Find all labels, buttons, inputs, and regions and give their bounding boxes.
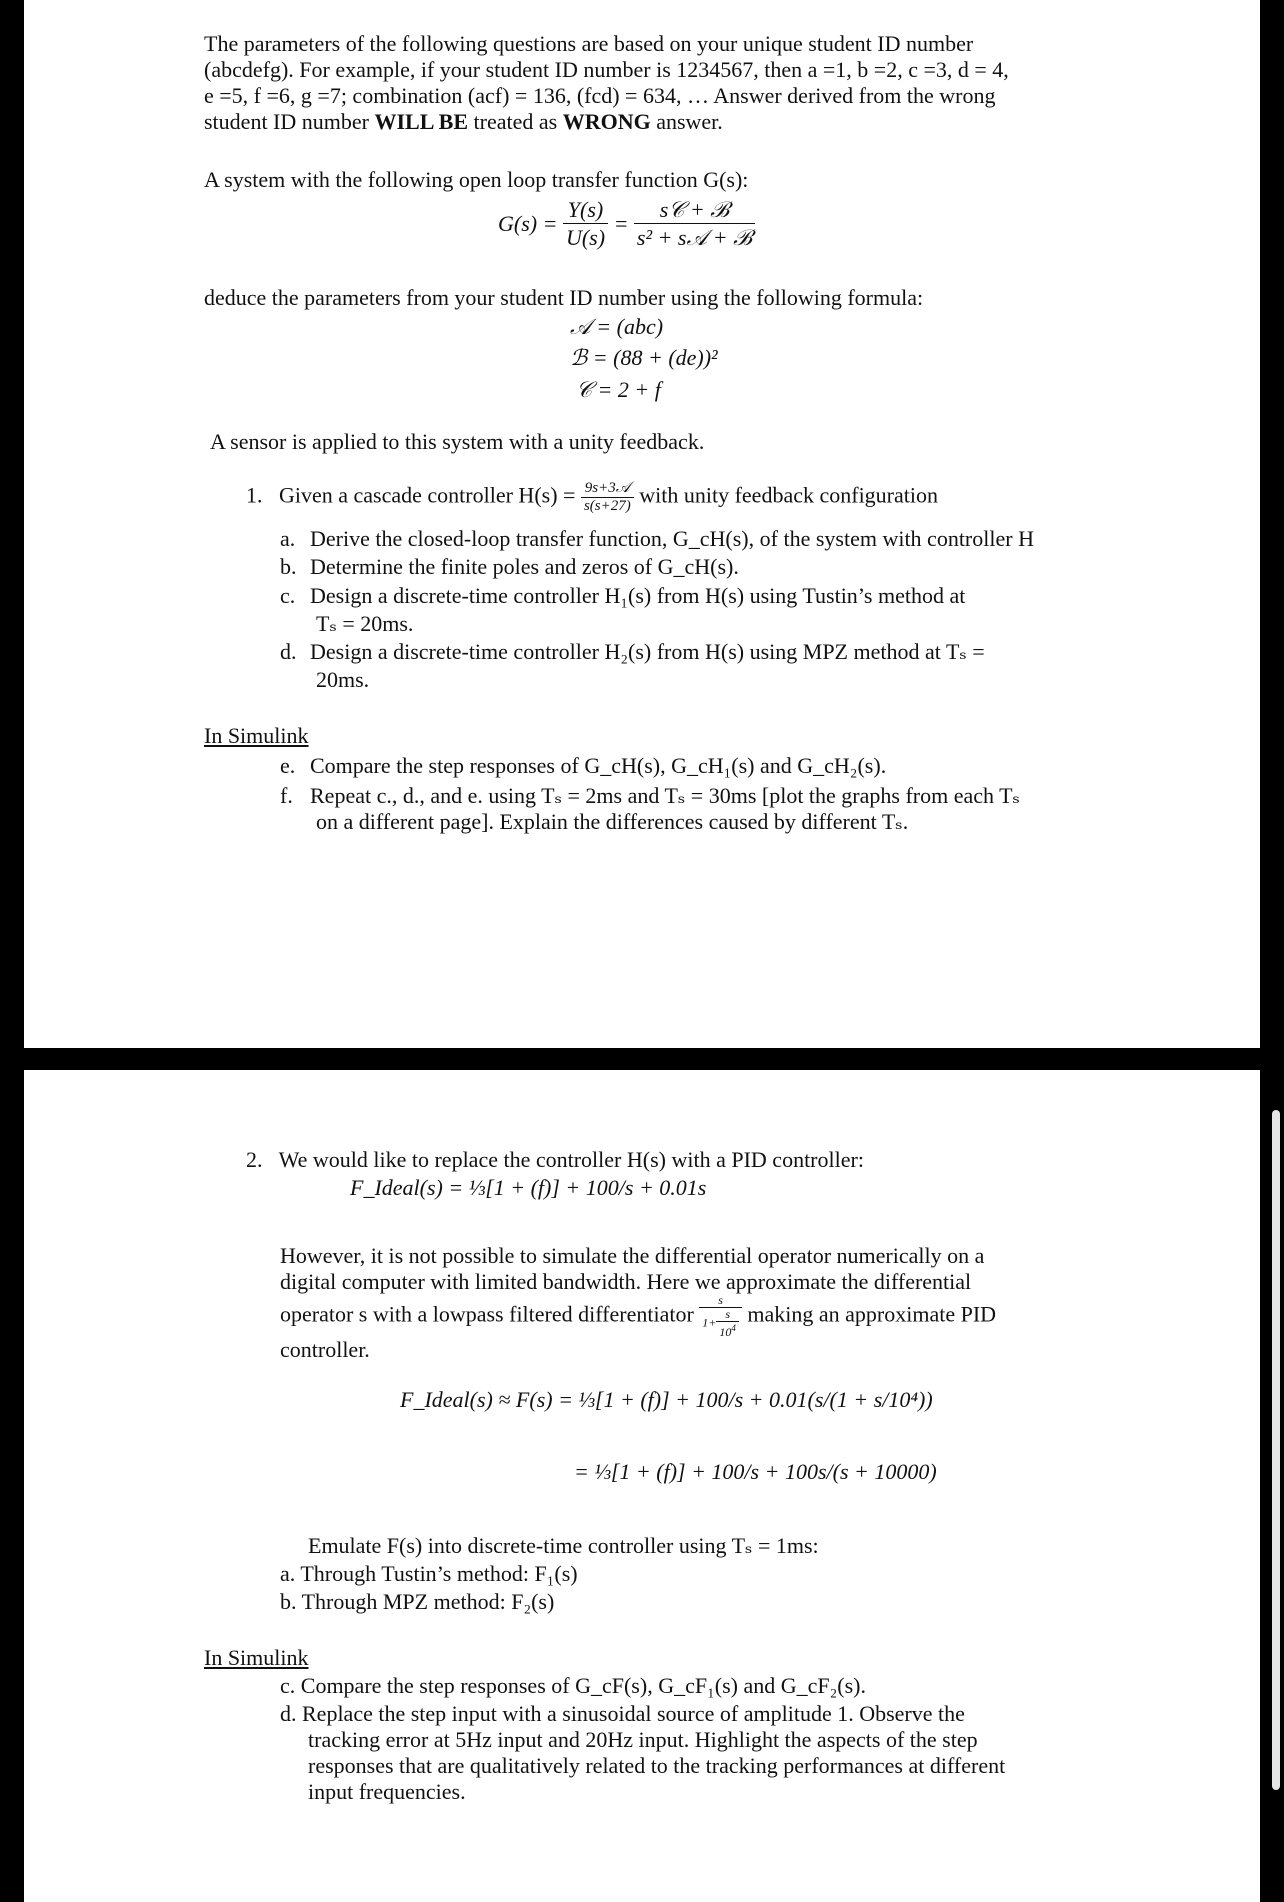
document-page-1 — [24, 0, 1260, 1048]
pid-approx-equation-1: F_Ideal(s) ≈ F(s) = ⅓[1 + (f)] + 100/s + 0.01(s/(1 + s/10⁴)) — [400, 1387, 933, 1412]
pid-ideal-equation: F_Ideal(s) = ⅓[1 + (f)] + 100/s + 0.01s — [350, 1175, 707, 1200]
question-number: 2. — [246, 1147, 263, 1172]
q2-item-c: c. Compare the step responses of G_cF(s), G_cF₁(s) and G_cF₂(s). — [280, 1673, 866, 1698]
eq-equals: = — [613, 211, 629, 236]
q2-para-line-1: However, it is not possible to simulate the differential operator numerically on a — [280, 1243, 985, 1268]
eq-num: Y(s) — [563, 196, 608, 224]
item-text: Design a discrete-time controller H₁(s) from H(s) using Tustin’s method at — [310, 583, 966, 608]
deduce-text: deduce the parameters from your student ID number using the following formula: — [204, 285, 924, 310]
question-1-header — [246, 480, 938, 515]
lowpass-differentiator-fraction: s 1+ $\frac{s}{10^4}$ — [699, 1294, 742, 1339]
eq-den: s² + s𝒜 + ℬ — [636, 225, 752, 250]
q1-item-c-cont: Tₛ = 20ms. — [316, 611, 414, 636]
item-label: b. — [280, 554, 297, 579]
intro-line-2: (abcdefg). For example, if your student ID number is 1234567, then a =1, b =2, c =3, d = 4, — [204, 57, 1009, 82]
q2-text: making an approximate PID — [747, 1301, 997, 1327]
question-number: 1. — [246, 482, 263, 508]
item-label: e. — [280, 753, 296, 778]
document-page-2 — [24, 1070, 1260, 1902]
eq-den: U(s) — [565, 225, 606, 250]
q2-item-d-line-2: tracking error at 5Hz input and 20Hz input. Highlight the aspects of the step — [308, 1727, 978, 1752]
q1-item-b — [280, 553, 739, 580]
intro-line-3: e =5, f =6, g =7; combination (acf) = 136, (fcd) = 634, … Answer derived from the wrong — [204, 83, 996, 108]
item-text: Compare the step responses of G_cH(s), G_cH₁(s) and G_cH₂(s). — [310, 753, 887, 778]
formula-c: 𝒞 = 2 + f — [576, 377, 661, 402]
system-description: A system with the following open loop transfer function G(s): — [204, 167, 749, 192]
q1-item-c — [280, 582, 965, 609]
formula-a: 𝒜 = (abc) — [570, 314, 664, 339]
emulate-text: Emulate F(s) into discrete-time controller using Tₛ = 1ms: — [308, 1533, 819, 1558]
intro-text: student ID number — [204, 109, 375, 134]
vertical-scrollbar[interactable] — [1272, 1110, 1280, 1790]
h-num: 9s+3𝒜 — [581, 480, 634, 498]
item-text: Derive the closed-loop transfer function, G_cH(s), of the system with controller H — [310, 526, 1034, 551]
q2-text: We would like to replace the controller H(s) with a PID controller: — [278, 1147, 864, 1172]
item-label: a. — [280, 526, 296, 551]
pid-approx-equation-2: = ⅓[1 + (f)] + 100/s + 100s/(s + 10000) — [574, 1459, 937, 1484]
q2-item-d-line-4: input frequencies. — [308, 1779, 466, 1804]
item-label: f. — [280, 783, 293, 808]
intro-bold-will-be: WILL BE — [374, 109, 469, 134]
q2-para-line-3 — [280, 1294, 996, 1339]
controller-h-fraction — [581, 480, 634, 515]
formula-b: ℬ = (88 + (de))² — [570, 345, 718, 370]
intro-text: treated as — [468, 109, 563, 134]
q1-item-f — [280, 782, 1020, 809]
q2-text: operator s with a lowpass filtered differentiator — [280, 1301, 694, 1327]
q1-item-d — [280, 638, 985, 665]
intro-text: answer. — [650, 109, 723, 134]
q1-item-d-cont: 20ms. — [316, 667, 370, 692]
h-den: s(s+27) — [583, 498, 631, 514]
q2-item-d-line-3: responses that are qualitatively related to the tracking performances at different — [308, 1753, 1006, 1778]
item-text: Design a discrete-time controller H₂(s) from H(s) using MPZ method at Tₛ = — [310, 639, 985, 664]
transfer-function-equation — [498, 196, 755, 251]
item-text: Determine the finite poles and zeros of G_cH(s). — [310, 554, 739, 579]
q2-item-b: b. Through MPZ method: F₂(s) — [280, 1589, 555, 1614]
q1-text: with unity feedback configuration — [639, 482, 938, 508]
sensor-text: A sensor is applied to this system with a unity feedback. — [210, 429, 705, 454]
q1-item-a — [280, 525, 1034, 552]
simulink-heading-1: In Simulink — [204, 723, 309, 748]
item-label: c. — [280, 583, 296, 608]
fraction-y-over-u — [563, 196, 608, 251]
item-text: Repeat c., d., and e. using Tₛ = 2ms and Tₛ = 30ms [plot the graphs from each Tₛ — [310, 783, 1020, 808]
q2-item-a: a. Through Tustin’s method: F₁(s) — [280, 1561, 578, 1586]
q1-item-f-cont: on a different page]. Explain the differences caused by different Tₛ. — [316, 809, 909, 834]
q1-item-e — [280, 752, 886, 779]
eq-num: s𝒞 + ℬ — [634, 196, 755, 224]
question-2-header — [246, 1146, 864, 1173]
q2-para-line-2: digital computer with limited bandwidth. Here we approximate the differential — [280, 1269, 972, 1294]
intro-bold-wrong: WRONG — [562, 109, 651, 134]
item-label: d. — [280, 639, 297, 664]
q2-para-line-4: controller. — [280, 1337, 370, 1362]
intro-line-1: The parameters of the following questions are based on your unique student ID number — [204, 31, 974, 56]
q1-text: Given a cascade controller H(s) = — [279, 482, 576, 508]
intro-line-4 — [204, 108, 723, 135]
fraction-g — [634, 196, 755, 251]
simulink-heading-2: In Simulink — [204, 1645, 309, 1670]
eq-lhs: G(s) = — [498, 211, 558, 236]
q2-item-d-line-1: d. Replace the step input with a sinusoidal source of amplitude 1. Observe the — [280, 1701, 965, 1726]
